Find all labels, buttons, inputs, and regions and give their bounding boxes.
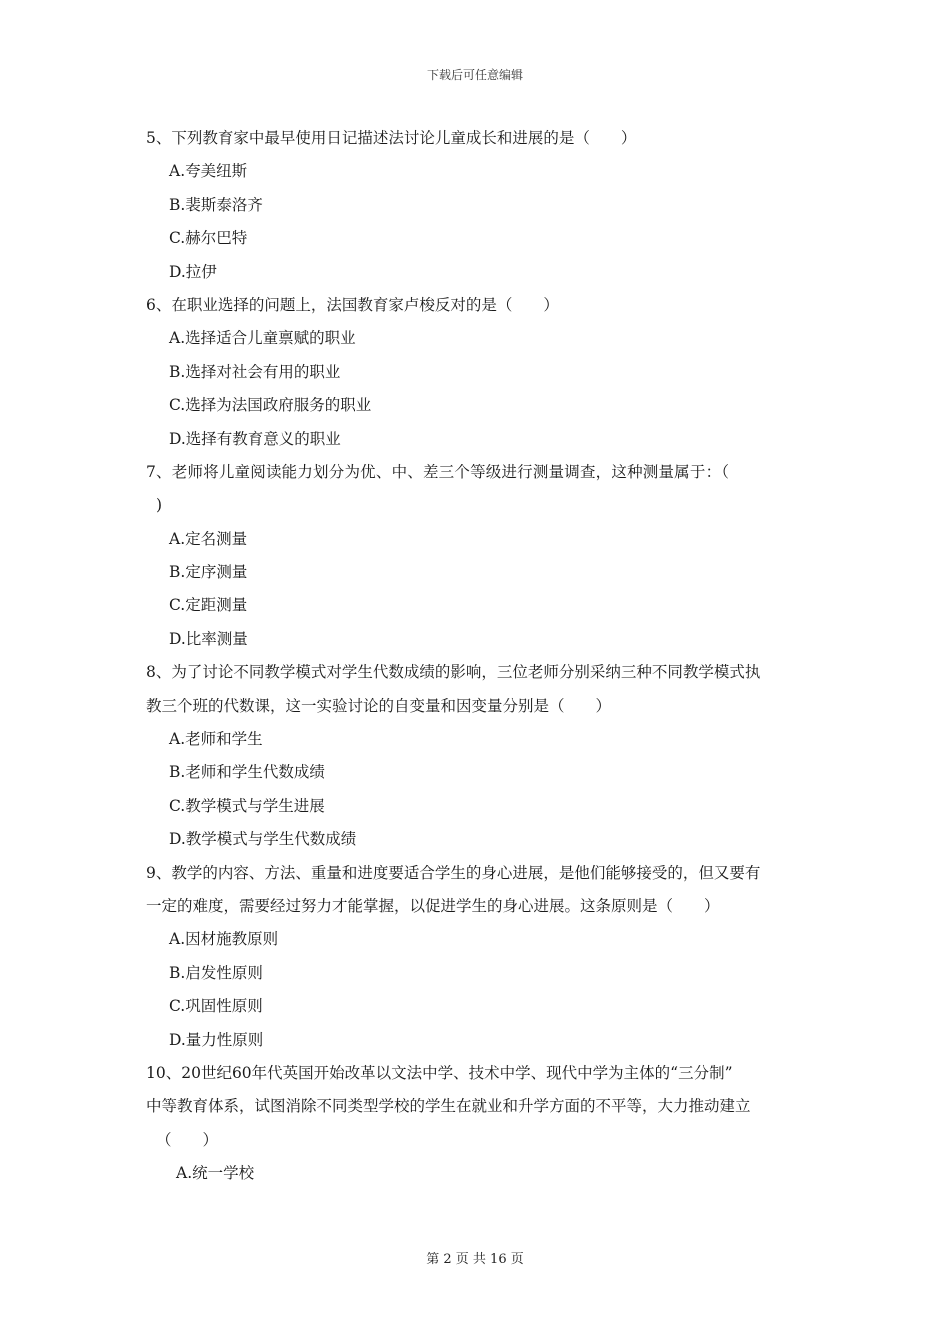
option-c: C.选择为法国政府服务的职业 — [169, 396, 372, 415]
question-7 — [146, 456, 816, 656]
option-a: A.因材施教原则 — [169, 930, 279, 949]
option-c: C.教学模式与学生进展 — [169, 796, 325, 815]
option-d: D.比率测量 — [169, 629, 248, 648]
page-header: 下载后可任意编辑 — [426, 68, 523, 82]
option-b: B.定序测量 — [169, 563, 248, 582]
question-stem-continued: （ ） — [156, 1130, 219, 1149]
question-stem: 5、下列教育家中最早使用日记描述法讨论儿童成长和进展的是（ ） — [146, 129, 637, 147]
option-b: B.裴斯泰洛齐 — [169, 195, 263, 214]
option-b: B.启发性原则 — [169, 963, 263, 982]
question-8 — [146, 656, 816, 856]
option-d: D.教学模式与学生代数成绩 — [169, 830, 357, 849]
option-a: A.老师和学生 — [169, 730, 263, 749]
option-a: A.定名测量 — [169, 529, 248, 548]
option-c: C.定距测量 — [169, 596, 248, 615]
option-b: B.选择对社会有用的职业 — [169, 362, 341, 381]
question-stem: 6、在职业选择的问题上，法国教育家卢梭反对的是（ ） — [146, 295, 559, 314]
question-stem-continued: 中等教育体系，试图消除不同类型学校的学生在就业和升学方面的不平等，大力推动建立 — [146, 1097, 751, 1116]
question-stem: 9、教学的内容、方法、重量和进度要适合学生的身心进展，是他们能够接受的，但又要有 — [146, 863, 761, 882]
option-c: C.赫尔巴特 — [169, 229, 248, 248]
question-10 — [146, 1057, 816, 1191]
option-d: D.选择有教育意义的职业 — [169, 429, 341, 448]
option-c: C.巩固性原则 — [169, 997, 263, 1016]
question-list — [146, 122, 816, 1191]
option-a: A.夸美纽斯 — [169, 162, 248, 181]
option-a: A.选择适合儿童禀赋的职业 — [169, 329, 356, 348]
question-9 — [146, 857, 816, 1057]
option-d: D.量力性原则 — [169, 1030, 264, 1049]
option-d: D.拉伊 — [169, 262, 217, 281]
question-stem-continued: 教三个班的代数课，这一实验讨论的自变量和因变量分别是（ ） — [146, 696, 612, 715]
question-stem-continued: 一定的难度，需要经过努力才能掌握，以促进学生的身心进展。这条原则是（ ） — [146, 896, 720, 915]
option-b: B.老师和学生代数成绩 — [169, 763, 325, 782]
option-a: A.统一学校 — [176, 1164, 255, 1183]
question-5 — [146, 122, 816, 289]
question-stem: 8、为了讨论不同教学模式对学生代数成绩的影响，三位老师分别采纳三种不同教学模式执 — [146, 663, 761, 682]
page-footer: 第 2 页 共 16 页 — [426, 1252, 524, 1267]
question-6 — [146, 289, 816, 456]
question-stem: 10、20世纪60年代英国开始改革以文法中学、技术中学、现代中学为主体的“三分制” — [146, 1063, 733, 1082]
question-stem-continued: ) — [156, 496, 163, 515]
question-stem: 7、老师将儿童阅读能力划分为优、中、差三个等级进行测量调查，这种测量属于：（ — [146, 462, 730, 481]
